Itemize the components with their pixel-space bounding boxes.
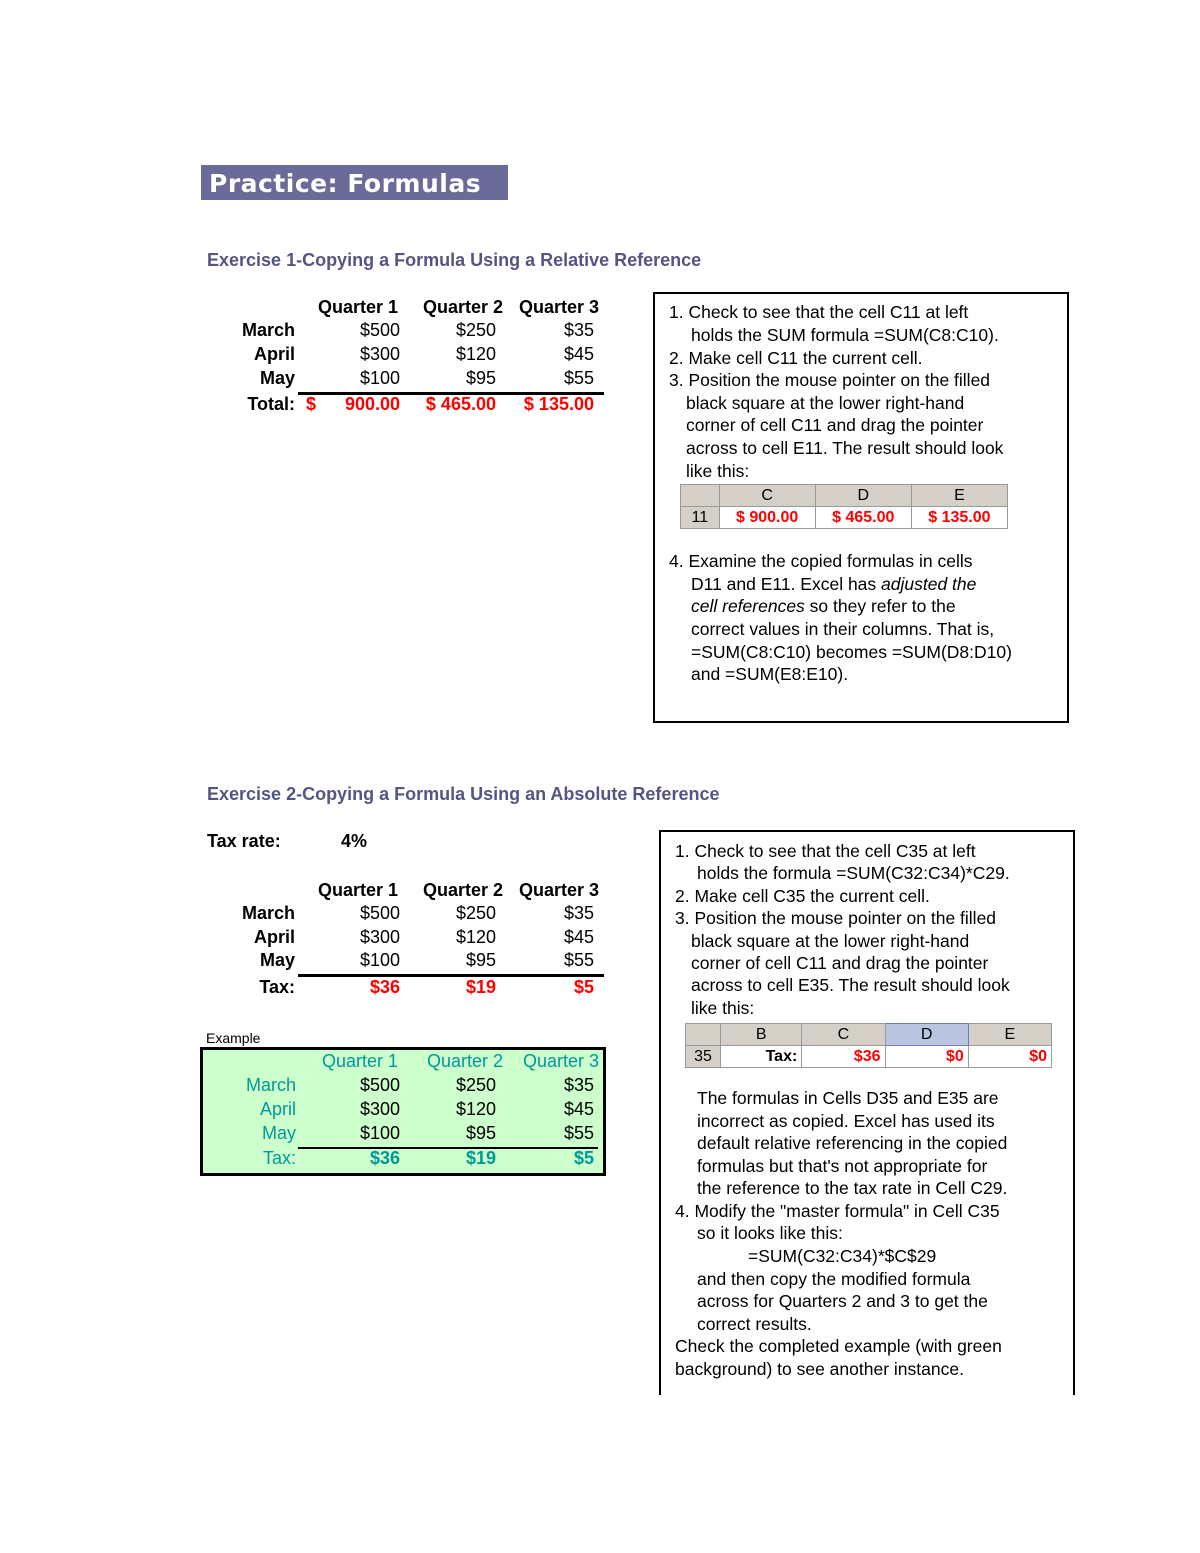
exercise-1-heading: Exercise 1-Copying a Formula Using a Relative Reference bbox=[207, 250, 702, 270]
table-cell: $45 bbox=[563, 927, 594, 947]
tax-cell: $5 bbox=[573, 1148, 594, 1168]
table-cell: $55 bbox=[563, 1123, 594, 1143]
step-line: 1. Check to see that the cell C35 at left bbox=[675, 841, 976, 861]
table-cell: $120 bbox=[455, 344, 496, 364]
table-cell: $55 bbox=[563, 368, 594, 388]
result-cell: $ 135.00 bbox=[911, 507, 1007, 529]
column-header: Quarter 2 bbox=[426, 1051, 503, 1071]
table-cell: $35 bbox=[563, 903, 594, 923]
column-header: Quarter 1 bbox=[317, 880, 398, 900]
result-label: Tax: bbox=[721, 1046, 802, 1068]
note-line: The formulas in Cells D35 and E35 are bbox=[697, 1088, 999, 1108]
table-cell: $500 bbox=[359, 903, 400, 923]
note-line: so it looks like this: bbox=[697, 1223, 843, 1243]
tax-cell: $5 bbox=[573, 977, 594, 997]
note-line: incorrect as copied. Excel has used its bbox=[697, 1111, 995, 1131]
step-line: holds the SUM formula =SUM(C8:C10). bbox=[691, 325, 999, 345]
tax-rate-label: Tax rate: bbox=[207, 831, 281, 851]
table-cell: $95 bbox=[465, 950, 496, 970]
table-cell: $300 bbox=[359, 1099, 400, 1119]
total-dollar: $ bbox=[306, 394, 317, 414]
column-header: Quarter 3 bbox=[522, 1051, 599, 1071]
table-cell: $100 bbox=[359, 950, 400, 970]
corner-cell bbox=[686, 1024, 721, 1046]
step-line: holds the formula =SUM(C32:C34)*C29. bbox=[697, 863, 1010, 883]
column-header: Quarter 1 bbox=[321, 1051, 398, 1071]
row-label: May bbox=[259, 950, 295, 970]
result-cell: $36 bbox=[802, 1046, 885, 1068]
table-cell: $300 bbox=[359, 927, 400, 947]
note-line: default relative referencing in the copied bbox=[697, 1133, 1008, 1153]
total-cell: 900.00 bbox=[344, 394, 400, 414]
tax-label: Tax: bbox=[262, 1148, 296, 1168]
tax-cell: $19 bbox=[465, 977, 496, 997]
note-line: Check the completed example (with green bbox=[675, 1336, 1002, 1356]
column-letter: C bbox=[802, 1024, 885, 1046]
table-cell: $500 bbox=[359, 1075, 400, 1095]
table-cell: $300 bbox=[359, 344, 400, 364]
row-label: May bbox=[259, 368, 295, 388]
table-cell: $250 bbox=[455, 1075, 496, 1095]
result-preview-table bbox=[685, 1023, 1052, 1068]
step-line: 3. Position the mouse pointer on the filled bbox=[675, 908, 997, 928]
table-cell: $100 bbox=[359, 368, 400, 388]
exercise-2-heading: Exercise 2-Copying a Formula Using an Absolute Reference bbox=[207, 784, 720, 804]
tax-cell: $19 bbox=[465, 1148, 496, 1168]
result-cell: $0 bbox=[968, 1046, 1051, 1068]
column-letter: D bbox=[815, 485, 911, 507]
row-number: 35 bbox=[686, 1046, 721, 1068]
column-header: Quarter 2 bbox=[422, 297, 503, 317]
corner-cell bbox=[681, 485, 720, 507]
column-letter: E bbox=[911, 485, 1007, 507]
tax-rate-value: 4% bbox=[341, 831, 368, 851]
column-letter: C bbox=[719, 485, 815, 507]
step-line: =SUM(C8:C10) becomes =SUM(D8:D10) bbox=[691, 642, 1012, 662]
column-header: Quarter 2 bbox=[422, 880, 503, 900]
column-letter: E bbox=[968, 1024, 1051, 1046]
result-cell: $ 465.00 bbox=[815, 507, 911, 529]
note-line: formulas but that's not appropriate for bbox=[697, 1156, 988, 1176]
note-line: across for Quarters 2 and 3 to get the bbox=[697, 1291, 988, 1311]
column-header: Quarter 1 bbox=[317, 297, 398, 317]
total-cell: $ 465.00 bbox=[425, 394, 496, 414]
table-cell: $95 bbox=[465, 1123, 496, 1143]
step-line: 1. Check to see that the cell C11 at left bbox=[669, 302, 969, 322]
table-cell: $120 bbox=[455, 927, 496, 947]
step-line: 2. Make cell C35 the current cell. bbox=[675, 886, 930, 906]
step-line: and =SUM(E8:E10). bbox=[691, 664, 849, 684]
note-line: correct results. bbox=[697, 1314, 812, 1334]
step-line: 2. Make cell C11 the current cell. bbox=[669, 348, 923, 368]
table-cell: $35 bbox=[563, 1075, 594, 1095]
tax-cell: $36 bbox=[369, 1148, 400, 1168]
column-letter: D bbox=[885, 1024, 968, 1046]
tax-cell: $36 bbox=[369, 977, 400, 997]
row-label: March bbox=[241, 903, 295, 923]
table-cell: $250 bbox=[455, 320, 496, 340]
row-label: March bbox=[241, 320, 295, 340]
result-cell: $0 bbox=[885, 1046, 968, 1068]
step-line: across to cell E35. The result should look bbox=[691, 975, 1010, 995]
note-line: 4. Modify the "master formula" in Cell C35 bbox=[675, 1201, 1000, 1221]
table-cell: $45 bbox=[563, 344, 594, 364]
formula-line: =SUM(C32:C34)*$C$29 bbox=[748, 1246, 937, 1266]
step-line: corner of cell C11 and drag the pointer bbox=[691, 953, 989, 973]
column-header: Quarter 3 bbox=[518, 880, 599, 900]
page-title: Practice: Formulas bbox=[201, 165, 508, 200]
step-line: D11 and E11. Excel has adjusted the bbox=[691, 574, 977, 594]
table-cell: $95 bbox=[465, 368, 496, 388]
total-label: Total: bbox=[247, 394, 295, 414]
total-cell: $ 135.00 bbox=[523, 394, 594, 414]
step-line: 4. Examine the copied formulas in cells bbox=[669, 551, 973, 571]
table-cell: $120 bbox=[455, 1099, 496, 1119]
row-label: April bbox=[253, 344, 295, 364]
row-number: 11 bbox=[681, 507, 720, 529]
row-label: May bbox=[261, 1123, 296, 1143]
note-line: the reference to the tax rate in Cell C29. bbox=[697, 1178, 1008, 1198]
step-line: black square at the lower right-hand bbox=[691, 931, 970, 951]
table-cell: $45 bbox=[563, 1099, 594, 1119]
step-line: cell references so they refer to the bbox=[691, 596, 956, 616]
table-cell: $35 bbox=[563, 320, 594, 340]
example-label: Example bbox=[206, 1030, 261, 1046]
result-cell: $ 900.00 bbox=[719, 507, 815, 529]
step-line: black square at the lower right-hand bbox=[686, 393, 965, 413]
step-line: correct values in their columns. That is, bbox=[691, 619, 995, 639]
row-label: April bbox=[253, 927, 295, 947]
row-label: March bbox=[245, 1075, 296, 1095]
step-line: corner of cell C11 and drag the pointer bbox=[686, 415, 984, 435]
column-letter: B bbox=[721, 1024, 802, 1046]
step-line: across to cell E11. The result should look bbox=[686, 438, 1004, 458]
step-line: like this: bbox=[686, 461, 750, 481]
table-cell: $500 bbox=[359, 320, 400, 340]
tax-label: Tax: bbox=[259, 977, 295, 997]
step-line: 3. Position the mouse pointer on the filled bbox=[669, 370, 991, 390]
step-line: like this: bbox=[691, 998, 755, 1018]
result-preview-table bbox=[680, 484, 1008, 529]
table-cell: $250 bbox=[455, 903, 496, 923]
table-cell: $55 bbox=[563, 950, 594, 970]
column-header: Quarter 3 bbox=[518, 297, 599, 317]
row-label: April bbox=[259, 1099, 296, 1119]
note-line: background) to see another instance. bbox=[675, 1359, 964, 1379]
note-line: and then copy the modified formula bbox=[697, 1269, 971, 1289]
table-cell: $100 bbox=[359, 1123, 400, 1143]
